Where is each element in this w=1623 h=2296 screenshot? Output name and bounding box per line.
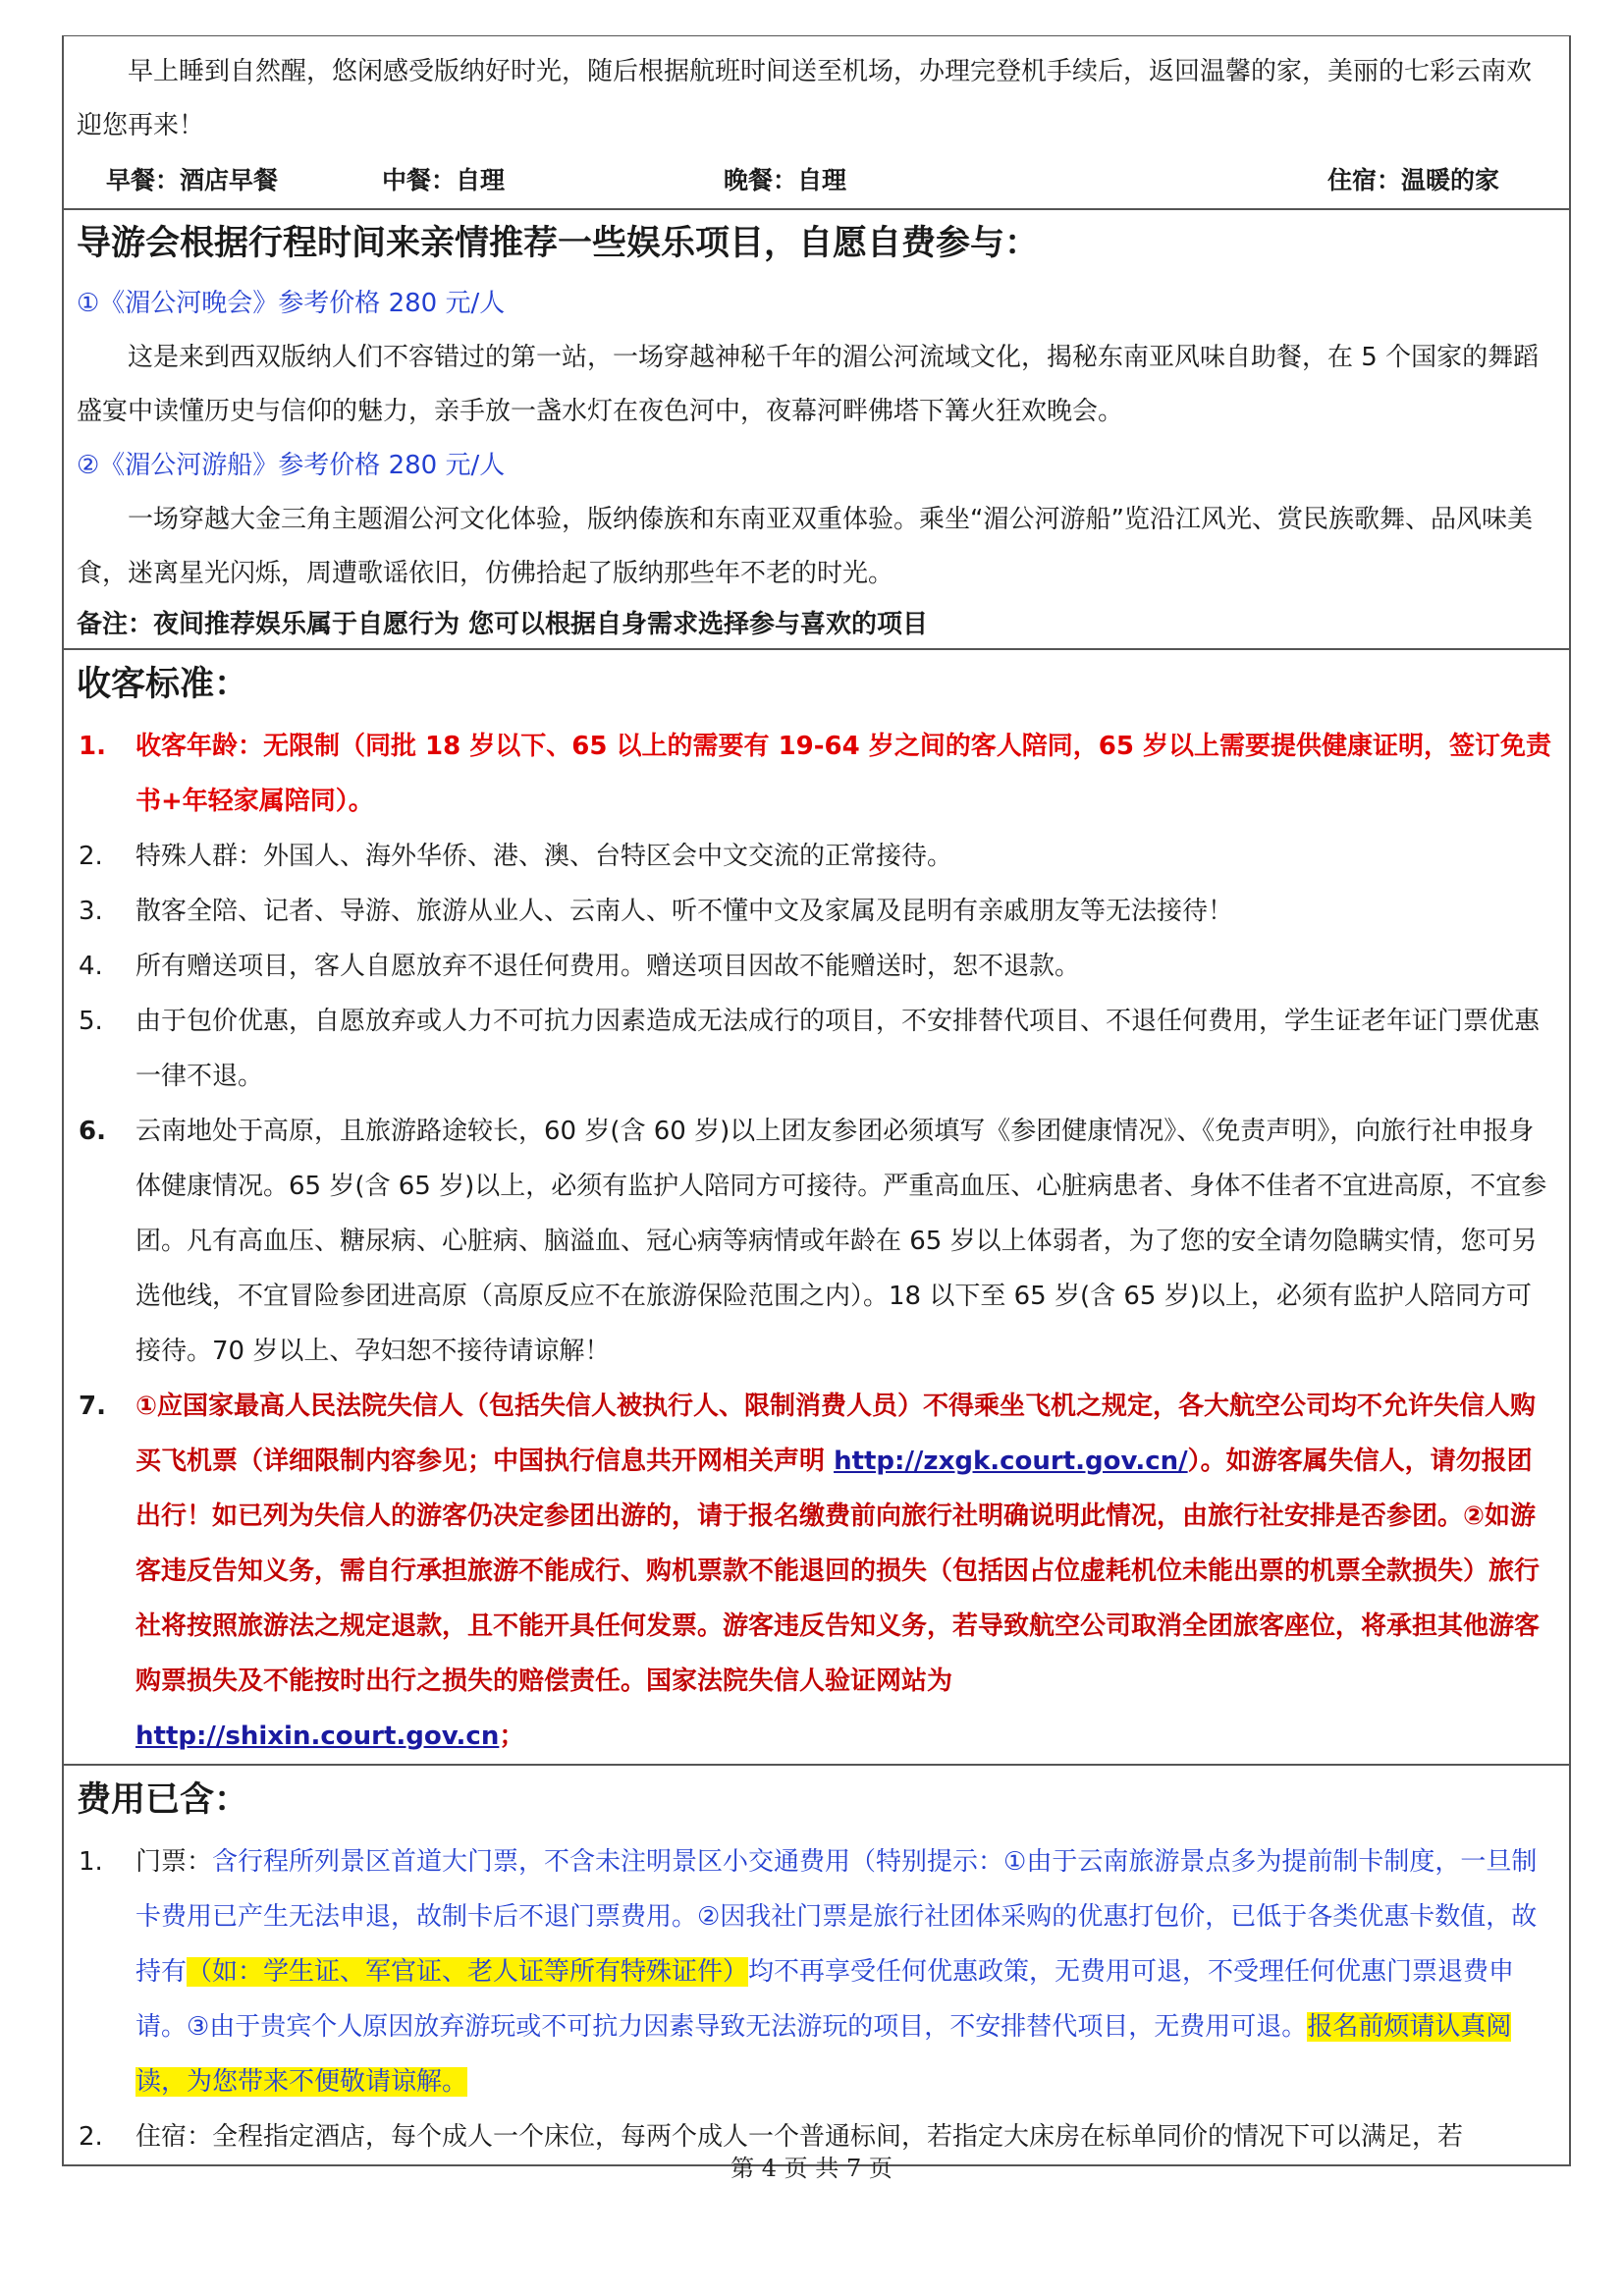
fees-heading: 费用已含： xyxy=(77,1780,249,1820)
boat-description: 一场穿越大金三角主题湄公河文化体验，版纳傣族和东南亚双重体验。乘坐“湄公河游船”览沿江风光、赏民族歌舞、品风味美食，迷离星光闪烁，周遭歌谣依旧，仿佛拾起了版纳那些年不老的时光。 xyxy=(77,505,1533,588)
item-text-part: 含行程所列景区首道大门票，不含未注明景区小交通费用（特别提示：①由于云南旅游景点多为提前制卡制度，一旦制卡费用已产生无法申退，故制卡后不退门票费用。②因我社门票是旅行社团体采购的优惠打包价，已低于各类优惠卡数值，故持有 xyxy=(135,1847,1538,1987)
item-number: 6. xyxy=(79,1117,106,1146)
shixin-link[interactable]: http://shixin.court.gov.cn xyxy=(135,1722,500,1751)
highlight-text: （如：学生证、军官证、老人证等所有特殊证件） xyxy=(187,1957,749,1987)
zxgk-link[interactable]: http://zxgk.court.gov.cn/ xyxy=(834,1447,1188,1476)
standard-item-4 xyxy=(77,939,1556,994)
entertainment-section xyxy=(64,210,1569,650)
breakfast-label: 早餐：酒店早餐 xyxy=(106,166,279,194)
item-text: 所有赠送项目，客人自愿放弃不退任何费用。赠送项目因故不能赠送时，恕不退款。 xyxy=(135,952,1081,981)
standard-item-2 xyxy=(77,829,1556,884)
entertainment-note: 备注：夜间推荐娱乐属于自愿行为 您可以根据自身需求选择参与喜欢的项目 xyxy=(77,610,929,639)
item-text: 散客全陪、记者、导游、旅游从业人、云南人、听不懂中文及家属及昆明有亲戚朋友等无法接待！ xyxy=(135,897,1234,926)
item-text-part: ）。如游客属失信人，请勿报团出行！如已列为失信人的游客仍决定参团出游的，请于报名缴费前向旅行社明确说明此情况，由旅行社安排是否参团。②如游客违反告知义务，需自行承担旅游不能成行、购机票款不能退回的损失（包括因占位虚耗机位未能出票的机票全款损失）旅行社将按照旅游法之规定退款，且不能开具任何发票。游客违反告知义务，若导致航空公司取消全团旅客座位，将承担其他游客购票损失及不能按时出行之损失的赔偿责任。国家法院失信人验证网站为 xyxy=(135,1447,1541,1696)
lodging-label: 住宿：温暖的家 xyxy=(1327,166,1500,194)
item-number: 2. xyxy=(79,2122,103,2152)
meals-row xyxy=(77,153,1556,208)
standard-item-1 xyxy=(77,719,1556,829)
item-number: 4. xyxy=(79,952,103,981)
document-page xyxy=(62,35,1571,2166)
item-text: 收客年龄：无限制（同批 18 岁以下、65 以上的需要有 19-64 岁之间的客人陪同，65 岁以上需要提供健康证明，签订免责书+年轻家属陪同）。 xyxy=(135,732,1552,816)
item-text-part: 均不再享受任何优惠政策，无费用可退，不受理任何优惠门票退费申请。③由于贵宾个人原因放弃游玩或不可抗力因素导致无法游玩的项目，不安排替代项目，无费用可退。 xyxy=(135,1957,1515,2042)
show-title: ①《湄公河晚会》参考价格 280 元/人 xyxy=(77,289,506,318)
show-description: 这是来到西双版纳人们不容错过的第一站，一场穿越神秘千年的湄公河流域文化，揭秘东南亚风味自助餐，在 5 个国家的舞蹈盛宴中读懂历史与信仰的魅力，亲手放一盏水灯在夜色河中，夜幕河畔佛塔下篝火狂欢晚会。 xyxy=(77,343,1540,426)
item-number: 7. xyxy=(79,1392,106,1421)
standards-heading: 收客标准： xyxy=(77,665,249,704)
standards-section xyxy=(64,650,1569,1766)
lunch-label: 中餐：自理 xyxy=(382,166,506,194)
item-number: 2. xyxy=(79,842,103,871)
item-number: 1. xyxy=(79,732,106,761)
day-end-section xyxy=(64,36,1569,210)
item-text-part: ； xyxy=(499,1722,525,1751)
item-text xyxy=(135,1834,1556,2109)
boat-title: ②《湄公河游船》参考价格 280 元/人 xyxy=(77,451,506,480)
entertainment-heading: 导游会根据行程时间来亲情推荐一些娱乐项目，自愿自费参与： xyxy=(77,224,1040,263)
fee-label: 门票： xyxy=(135,1847,213,1877)
item-number: 1. xyxy=(79,1847,103,1877)
item-text xyxy=(135,1379,1556,1764)
item-text: 由于包价优惠，自愿放弃或人力不可抗力因素造成无法成行的项目，不安排替代项目、不退任何费用，学生证老年证门票优惠一律不退。 xyxy=(135,1007,1541,1091)
day-end-paragraph: 早上睡到自然醒，悠闲感受版纳好时光，随后根据航班时间送至机场，办理完登机手续后，返回温馨的家，美丽的七彩云南欢迎您再来！ xyxy=(77,57,1533,140)
fees-section xyxy=(64,1766,1569,2164)
standard-item-6 xyxy=(77,1104,1556,1379)
item-text: 住宿：全程指定酒店，每个成人一个床位，每两个成人一个普通标间，若指定大床房在标单同价的情况下可以满足，若 xyxy=(135,2122,1464,2152)
item-number: 5. xyxy=(79,1007,103,1036)
item-number: 3. xyxy=(79,897,103,926)
standard-item-7 xyxy=(77,1379,1556,1764)
page-footer: 第 4 页 共 7 页 xyxy=(730,2155,893,2182)
standard-item-3 xyxy=(77,884,1556,939)
item-text: 云南地处于高原，且旅游路途较长，60 岁(含 60 岁)以上团友参团必须填写《参团健康情况》、《免责声明》，向旅行社申报身体健康情况。65 岁(含 65 岁)以上，必须有监护人陪同方可接待。严重高血压、心脏病患者、身体不佳者不宜进高原，不宜参团。凡有高血压、糖尿病、心脏病、脑溢血、冠心病等病情或年龄在 65 岁以上体弱者，为了您的安全请勿隐瞒实情，您可另选他线，不宜冒险参团进高原（高原反应不在旅游保险范围之内）。18 以下至 65 岁(含 65 岁)以上，必须有监护人陪同方可接待。70 岁以上、孕妇恕不接待请谅解！ xyxy=(135,1117,1547,1366)
itinerary-frame xyxy=(62,35,1571,2166)
item-text: 特殊人群：外国人、海外华侨、港、澳、台特区会中文交流的正常接待。 xyxy=(135,842,953,871)
highlight-text: 报名前烦请认真阅读，为您带来不便敬请谅解。 xyxy=(135,2012,1512,2097)
fee-item-1 xyxy=(77,1834,1556,2109)
dinner-label: 晚餐：自理 xyxy=(724,166,847,194)
standard-item-5 xyxy=(77,994,1556,1104)
item-text-part: ①应国家最高人民法院失信人（包括失信人被执行人、限制消费人员）不得乘坐飞机之规定，各大航空公司均不允许失信人购买飞机票（详细限制内容参见；中国执行信息共开网相关声明 xyxy=(135,1392,1537,1476)
